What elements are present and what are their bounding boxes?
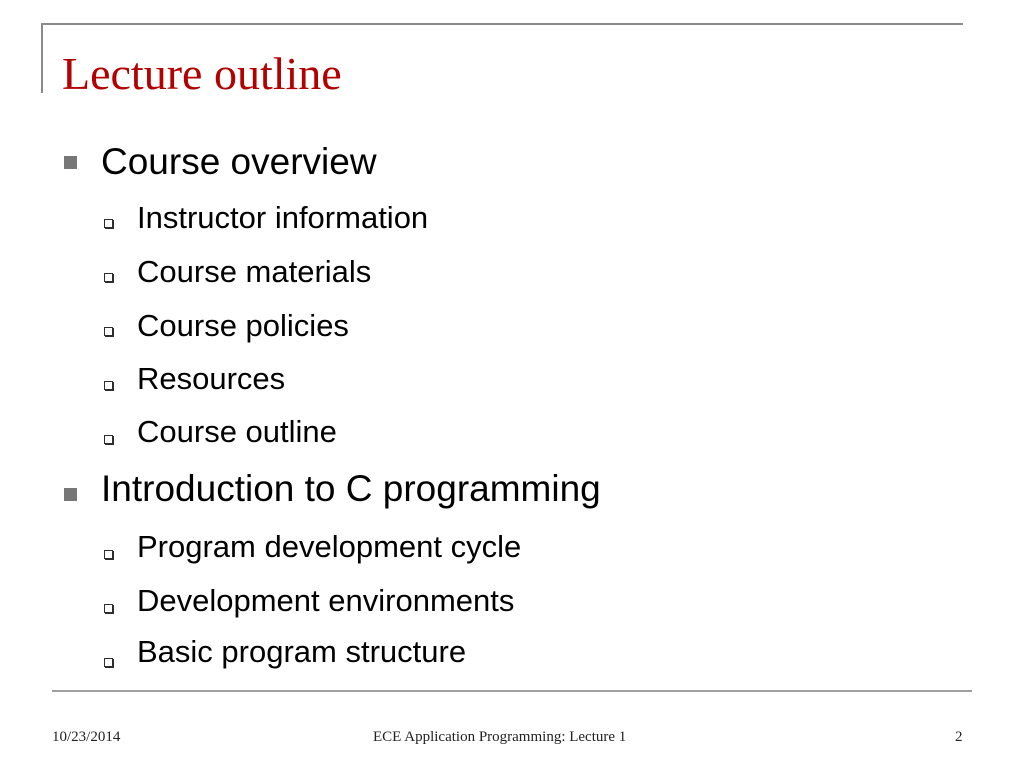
box-bullet-icon [104, 273, 113, 282]
footer-divider [52, 690, 972, 692]
footer-course-title: ECE Application Programming: Lecture 1 [373, 729, 627, 745]
box-bullet-icon [104, 604, 113, 613]
outline-subitem: Resources [137, 361, 286, 396]
box-bullet-icon [104, 435, 113, 444]
title-frame-top-line [41, 23, 963, 25]
square-bullet-icon [64, 156, 77, 169]
box-bullet-icon [104, 219, 113, 228]
outline-subitem: Course policies [137, 308, 349, 343]
outline-subitem: Instructor information [137, 200, 429, 235]
box-bullet-icon [104, 327, 113, 336]
outline-item: Course overview [101, 141, 377, 182]
outline-subitem: Basic program structure [137, 634, 467, 669]
square-bullet-icon [64, 488, 77, 501]
slide-title: Lecture outline [62, 48, 342, 99]
box-bullet-icon [104, 658, 113, 667]
outline-subitem: Course materials [137, 254, 372, 289]
box-bullet-icon [104, 550, 113, 559]
footer-date: 10/23/2014 [52, 729, 121, 745]
outline-subitem: Program development cycle [137, 529, 522, 564]
outline-item: Introduction to C programming [101, 468, 601, 509]
outline-subitem: Development environments [137, 583, 515, 618]
box-bullet-icon [104, 381, 113, 390]
outline-subitem: Course outline [137, 414, 337, 449]
footer-page-number: 2 [955, 729, 963, 745]
title-frame-left-line [41, 23, 43, 93]
